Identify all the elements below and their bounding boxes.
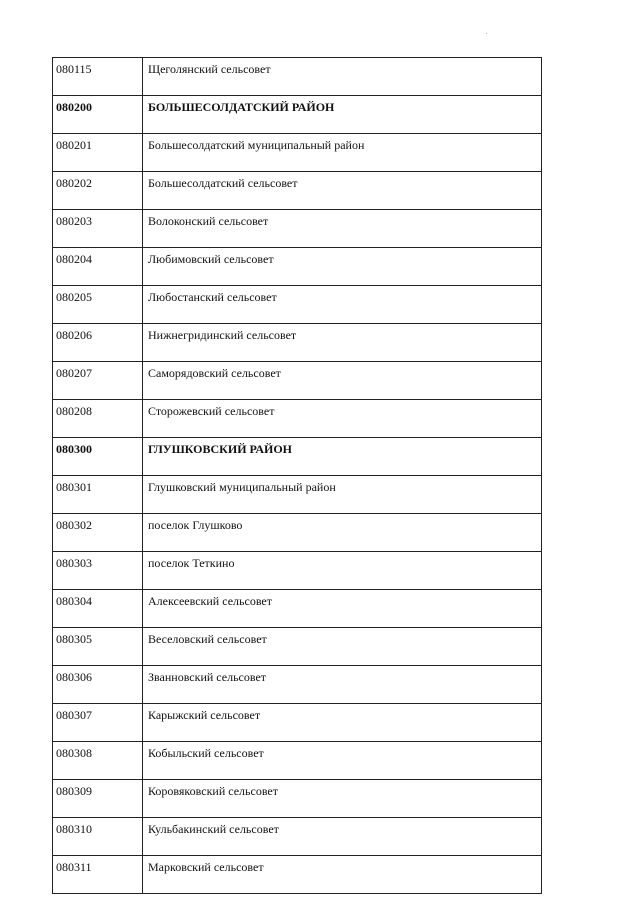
table-row bbox=[53, 818, 542, 856]
table-row bbox=[53, 704, 542, 742]
table-row bbox=[53, 590, 542, 628]
code-cell: 080310 bbox=[53, 818, 143, 856]
name-cell: поселок Теткино bbox=[143, 552, 542, 590]
name-cell: Саморядовский сельсовет bbox=[143, 362, 542, 400]
name-cell: Веселовский сельсовет bbox=[143, 628, 542, 666]
table-row bbox=[53, 248, 542, 286]
name-cell: Алексеевский сельсовет bbox=[143, 590, 542, 628]
table-row bbox=[53, 742, 542, 780]
code-cell: 080306 bbox=[53, 666, 143, 704]
code-cell: 080305 bbox=[53, 628, 143, 666]
code-cell: 080207 bbox=[53, 362, 143, 400]
code-cell: 080301 bbox=[53, 476, 143, 514]
table-row bbox=[53, 666, 542, 704]
name-cell: Карыжский сельсовет bbox=[143, 704, 542, 742]
code-cell: 080204 bbox=[53, 248, 143, 286]
table-row bbox=[53, 400, 542, 438]
table-row bbox=[53, 362, 542, 400]
code-cell: 080308 bbox=[53, 742, 143, 780]
name-cell: Любостанский сельсовет bbox=[143, 286, 542, 324]
code-cell: 080200 bbox=[53, 96, 143, 134]
table-row bbox=[53, 476, 542, 514]
table-row bbox=[53, 324, 542, 362]
code-cell: 080309 bbox=[53, 780, 143, 818]
name-cell: поселок Глушково bbox=[143, 514, 542, 552]
code-cell: 080302 bbox=[53, 514, 143, 552]
table-row bbox=[53, 856, 542, 894]
name-cell: Кобыльский сельсовет bbox=[143, 742, 542, 780]
code-cell: 080304 bbox=[53, 590, 143, 628]
name-cell: Большесолдатский сельсовет bbox=[143, 172, 542, 210]
name-cell: Щеголянский сельсовет bbox=[143, 58, 542, 96]
table-row bbox=[53, 134, 542, 172]
scan-speck bbox=[486, 33, 487, 34]
name-cell: Сторожевский сельсовет bbox=[143, 400, 542, 438]
code-cell: 080202 bbox=[53, 172, 143, 210]
code-cell: 080311 bbox=[53, 856, 143, 894]
name-cell: Большесолдатский муниципальный район bbox=[143, 134, 542, 172]
name-cell: Волоконский сельсовет bbox=[143, 210, 542, 248]
name-cell: БОЛЬШЕСОЛДАТСКИЙ РАЙОН bbox=[143, 96, 542, 134]
code-cell: 080201 bbox=[53, 134, 143, 172]
table-row bbox=[53, 780, 542, 818]
table-row bbox=[53, 58, 542, 96]
table-row bbox=[53, 172, 542, 210]
name-cell: Глушковский муниципальный район bbox=[143, 476, 542, 514]
table-body bbox=[53, 58, 542, 894]
code-cell: 080206 bbox=[53, 324, 143, 362]
code-cell: 080307 bbox=[53, 704, 143, 742]
district-header-row bbox=[53, 438, 542, 476]
name-cell: Кульбакинский сельсовет bbox=[143, 818, 542, 856]
table-row bbox=[53, 210, 542, 248]
code-cell: 080205 bbox=[53, 286, 143, 324]
table-row bbox=[53, 514, 542, 552]
name-cell: Званновский сельсовет bbox=[143, 666, 542, 704]
district-header-row bbox=[53, 96, 542, 134]
name-cell: Коровяковский сельсовет bbox=[143, 780, 542, 818]
code-cell: 080208 bbox=[53, 400, 143, 438]
territory-codes-table bbox=[52, 57, 542, 894]
name-cell: Марковский сельсовет bbox=[143, 856, 542, 894]
name-cell: ГЛУШКОВСКИЙ РАЙОН bbox=[143, 438, 542, 476]
name-cell: Любимовский сельсовет bbox=[143, 248, 542, 286]
code-cell: 080115 bbox=[53, 58, 143, 96]
table-row bbox=[53, 286, 542, 324]
table-row bbox=[53, 628, 542, 666]
table-row bbox=[53, 552, 542, 590]
name-cell: Нижнегридинский сельсовет bbox=[143, 324, 542, 362]
code-cell: 080303 bbox=[53, 552, 143, 590]
code-cell: 080300 bbox=[53, 438, 143, 476]
code-cell: 080203 bbox=[53, 210, 143, 248]
